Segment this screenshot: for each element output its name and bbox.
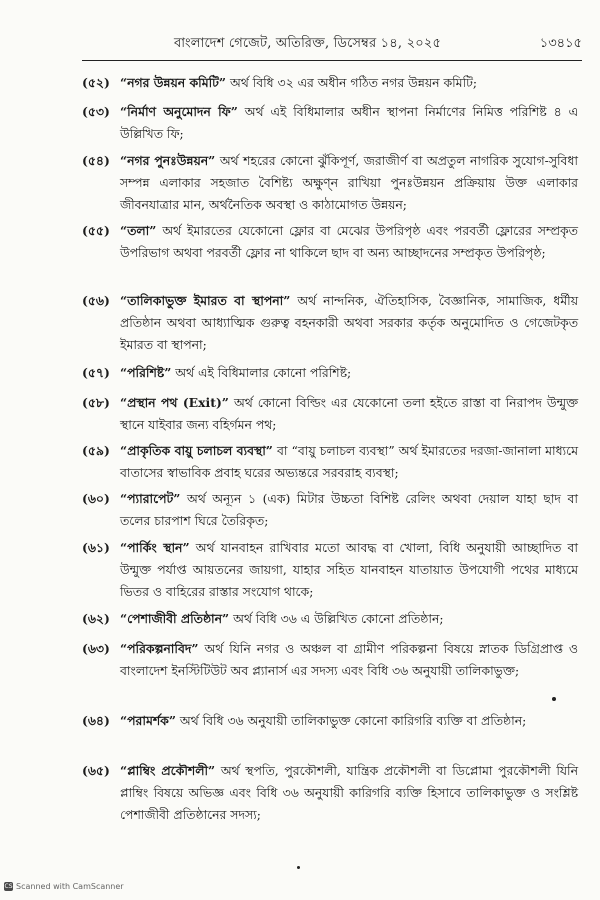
defined-term: “নগর পুনঃউন্নয়ন” (120, 153, 216, 168)
defined-term: “নির্মাণ অনুমোদন ফি” (120, 104, 238, 119)
item-number: (৫২) (82, 75, 110, 90)
defined-term: “পেশাজীবী প্রতিষ্ঠান” (120, 611, 230, 626)
definition-text: অর্থ বিধি ৩২ এর অধীন গঠিত নগর উন্নয়ন কমিটি; (226, 75, 478, 90)
defined-term: “পরিকল্পনাবিদ” (120, 641, 199, 656)
item-number: (৬৫) (82, 763, 110, 778)
definition-text: অর্থ বিধি ৩৬ এ উল্লিখিত কোনো প্রতিষ্ঠান; (229, 611, 444, 626)
defined-term: “পরিশিষ্ট” (120, 365, 172, 380)
defined-term: “তলা” (120, 223, 157, 238)
definition-text: অর্থ এই বিধিমালার কোনো পরিশিষ্ট; (171, 365, 352, 380)
item-number: (৫৪) (82, 153, 110, 168)
item-number: (৫৫) (82, 223, 110, 238)
definition-text: অর্থ বিধি ৩৬ অনুযায়ী তালিকাভুক্ত কোনো কারিগরি ব্যক্তি বা প্রতিষ্ঠান; (175, 713, 527, 728)
definition-text: অর্থ কোনো বিল্ডিং এর যেকোনো তলা হইতে রাস্তা বা নিরাপদ উন্মুক্ত স্থানে যাইবার জন্য বহির্গমন পথ; (120, 395, 578, 432)
item-number: (৫৬) (82, 293, 110, 308)
item-number: (৫৯) (82, 443, 110, 458)
camscanner-logo-icon: CS (4, 883, 13, 890)
definition-text: অর্থ অন্যূন ১ (এক) মিটার উচ্চতা বিশিষ্ট রেলিং অথবা দেয়াল যাহা ছাদ বা তলের চারপাশ ঘিরে তৈরিকৃত; (120, 491, 578, 528)
item-number: (৬২) (82, 611, 110, 626)
defined-term: “প্রাকৃতিক বায়ু চলাচল ব্যবস্থা” (120, 443, 273, 458)
defined-term: “পরামর্শক” (120, 713, 176, 728)
defined-term: “নগর উন্নয়ন কমিটি” (120, 75, 227, 90)
defined-term: “তালিকাভুক্ত ইমারত বা স্থাপনা” (120, 293, 291, 308)
defined-term: “প্লাম্বিং প্রকৌশলী” (120, 763, 216, 778)
defined-term: “প্যারাপেট” (120, 491, 181, 506)
ink-speck (297, 866, 300, 869)
item-number: (৬৪) (82, 713, 110, 728)
gazette-title: বাংলাদেশ গেজেট, অতিরিক্ত, ডিসেম্বর ১৪, ২০২৫ (174, 36, 442, 51)
definition-text: অর্থ যানবাহন রাখিবার মতো আবদ্ধ বা খোলা, বিধি অনুযায়ী আচ্ছাদিত বা উন্মুক্ত পর্যাপ্ত আয়তনের জায়গা, যাহার সহিত যানবাহন যাতায়াত উপযোগী পথের মাধ্যমে ভিতর ও বাহিরের রাস্তার সংযোগ থাকে; (120, 540, 578, 599)
definition-text: অর্থ শহরের কোনো ঝুঁকিপূর্ণ, জরাজীর্ণ বা অপ্রতুল নাগরিক সুযোগ-সুবিধা সম্পন্ন এলাকার সহজাত বৈশিষ্ট্য অক্ষুণ্ন রাখিয়া পুনঃউন্নয়ন প্রক্রিয়ায় উক্ত এলাকার জীবনযাত্রার মান, অর্থনৈতিক অবস্থা ও কাঠামোগত উন্নয়ন; (120, 153, 578, 212)
item-number: (৫৮) (82, 395, 110, 410)
scanner-watermark (4, 882, 124, 891)
definition-text: অর্থ স্থপতি, পুরকৌশলী, যান্ত্রিক প্রকৌশলী বা ডিপ্লোমা পুরকৌশলী যিনি প্লাম্বিং বিষয়ে অভিজ্ঞ এবং বিধি ৩৬ অনুযায়ী কারিগরি ব্যক্তি হিসাবে তালিকাভুক্ত ও সংশ্লিষ্ট পেশাজীবী প্রতিষ্ঠানের সদস্য; (120, 763, 578, 822)
definition-text: অর্থ ইমারতের যেকোনো ফ্লোর বা মেঝের উপরিপৃষ্ঠ এবং পরবর্তী ফ্লোরের সম্প্রকৃত উপরিভাগ অথবা পরবর্তী ফ্লোর না থাকিলে ছাদ বা অন্য আচ্ছাদনের সম্প্রকৃত উপরিপৃষ্ঠ; (120, 223, 578, 260)
page-number: ১৩৪১৫ (539, 36, 582, 51)
item-number: (৫৩) (82, 104, 110, 119)
item-number: (৬৩) (82, 641, 110, 656)
item-number: (৬১) (82, 540, 110, 555)
defined-term: “প্রস্থান পথ (Exit)” (120, 395, 229, 410)
definition-text: অর্থ নান্দনিক, ঐতিহাসিক, বৈজ্ঞানিক, সামাজিক, ধর্মীয় প্রতিষ্ঠান অথবা আধ্যাত্মিক গুরুত্ব বহনকারী অথবা সরকার কর্তৃক অনুমোদিত ও গেজেটকৃত ইমারত বা স্থাপনা; (120, 293, 579, 352)
watermark-label: Scanned with CamScanner (16, 882, 124, 891)
definition-text: বা “বায়ু চলাচল ব্যবস্থা” অর্থ ইমারতের দরজা-জানালা মাধ্যমে বাতাসের স্বাভাবিক প্রবাহ ঘরের অভ্যন্তরে সরবরাহ ব্যবস্থা; (120, 443, 578, 480)
definition-text: অর্থ যিনি নগর ও অঞ্চল বা গ্রামীণ পরিকল্পনা বিষয়ে স্নাতক ডিগ্রিপ্রাপ্ত ও বাংলাদেশ ইনস্টিটিউট অব প্ল্যানার্স এর সদস্য এবং বিধি ৩৬ অনুযায়ী তালিকাভুক্ত; (120, 641, 578, 678)
definition-text: অর্থ এই বিধিমালার অধীন স্থাপনা নির্মাণের নিমিত্ত পরিশিষ্ট ৪ এ উল্লিখিত ফি; (120, 104, 578, 141)
item-number: (৫৭) (82, 365, 110, 380)
header-rule (82, 60, 582, 61)
item-number: (৬০) (82, 491, 110, 506)
page-header (82, 34, 582, 58)
defined-term: “পার্কিং স্থান” (120, 540, 190, 555)
ink-speck (552, 697, 556, 701)
